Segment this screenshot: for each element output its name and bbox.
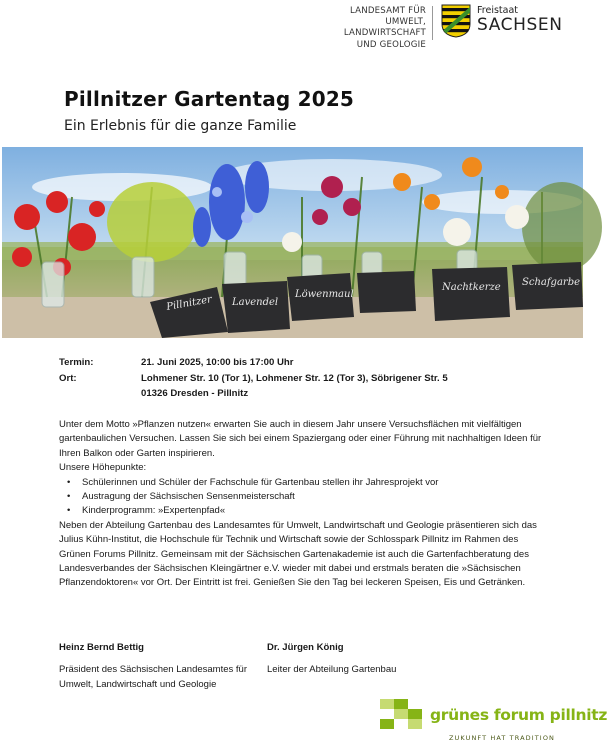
highlights-list	[59, 476, 549, 519]
list-item: • Schülerinnen und Schüler der Fachschule für Gartenbau stellen ihr Jahresprojekt vor	[59, 476, 549, 490]
place-line-1: Lohmener Str. 10 (Tor 1), Lohmener Str. 12 (Tor 3), Söbrigener Str. 5	[141, 372, 448, 384]
sign-text: Schafgarbe	[522, 277, 581, 288]
sign-text: Pillnitzer	[165, 294, 213, 313]
event-details	[59, 355, 541, 402]
agency-logo-text	[308, 6, 426, 51]
closing-paragraph: Neben der Abteilung Gartenbau des Landesamtes für Umwelt, Landwirtschaft und Geologie präsentieren sich das Julius Kühn-Institut, die Hochschule für Technik und Wirtschaft sowie der Schlosspark Pillnitz im Rahmen des Grünen Forums Pillnitz. Gemeinsam mit der Sächsischen Gartenakademie ist auch die Gartenfachberatung des Landesverbandes der Sächsischen Kleingärtner e.V. wieder mit dabei und erstmals beraten die »Sächsischen Pflanzendoktoren« vor Ort. Der Eintritt ist frei. Genießen Sie den Tag bei leckeren Speisen, Eis und Getränken.	[59, 519, 537, 589]
place-label: Ort:	[59, 372, 77, 384]
place-row-2	[59, 386, 541, 402]
agency-line: LANDESAMT FÜR UMWELT,	[349, 6, 426, 28]
list-item: • Austragung der Sächsischen Sensenmeisterschaft	[59, 490, 549, 504]
state-small-label: Freistaat	[477, 5, 518, 16]
forum-squares-icon	[380, 699, 430, 729]
signatory-role: Präsident des Sächsischen Landesamtes für Umwelt, Landwirtschaft und Geologie	[59, 664, 247, 690]
list-item: • Kinderprogramm: »Expertenpfad«	[59, 504, 549, 518]
signature-department-head	[267, 641, 467, 678]
page-subtitle: Ein Erlebnis für die ganze Familie	[64, 118, 297, 134]
header-photo	[2, 147, 583, 338]
agency-line: UND GEOLOGIE	[356, 39, 426, 50]
signatory-role: Leiter der Abteilung Gartenbau	[267, 664, 397, 676]
state-large-label: SACHSEN	[477, 15, 563, 35]
state-logo	[477, 5, 563, 34]
place-line-2: 01326 Dresden - Pillnitz	[141, 388, 249, 399]
date-label: Termin:	[59, 357, 94, 368]
signatory-name: Heinz Bernd Bettig	[59, 642, 144, 653]
signatory-name: Dr. Jürgen König	[267, 642, 344, 653]
logo-divider	[432, 6, 433, 40]
forum-tagline: ZUKUNFT HAT TRADITION	[449, 734, 556, 742]
sign-text: Lavendel	[232, 297, 279, 308]
sign-text: Löwenmaul	[295, 289, 354, 300]
gruenes-forum-logo	[380, 699, 607, 749]
date-value: 21. Juni 2025, 10:00 bis 17:00 Uhr	[141, 357, 294, 368]
signature-president	[59, 641, 249, 692]
body-text	[59, 418, 549, 591]
date-row	[59, 355, 541, 371]
agency-line: LANDWIRTSCHAFT	[343, 28, 426, 39]
highlights-heading: Unsere Höhepunkte:	[59, 462, 147, 474]
page-title: Pillnitzer Gartentag 2025	[64, 87, 355, 111]
intro-paragraph: Unter dem Motto »Pflanzen nutzen« erwarten Sie auch in diesem Jahr unsere Versuchsflächen mit vielfältigen gartenbaulichen Versuchen. Lassen Sie sich bei einem Spaziergang oder einer Führung mit nachhaltigen Ideen für Ihren Balkon oder Garten inspirieren.	[59, 419, 542, 459]
forum-brand-name: grünes forum pillnitz	[430, 706, 607, 724]
place-row	[59, 371, 541, 387]
place-label-spacer	[59, 386, 141, 402]
sign-text: Nachtkerze	[442, 282, 501, 293]
saxony-coat-of-arms-icon	[441, 4, 471, 38]
